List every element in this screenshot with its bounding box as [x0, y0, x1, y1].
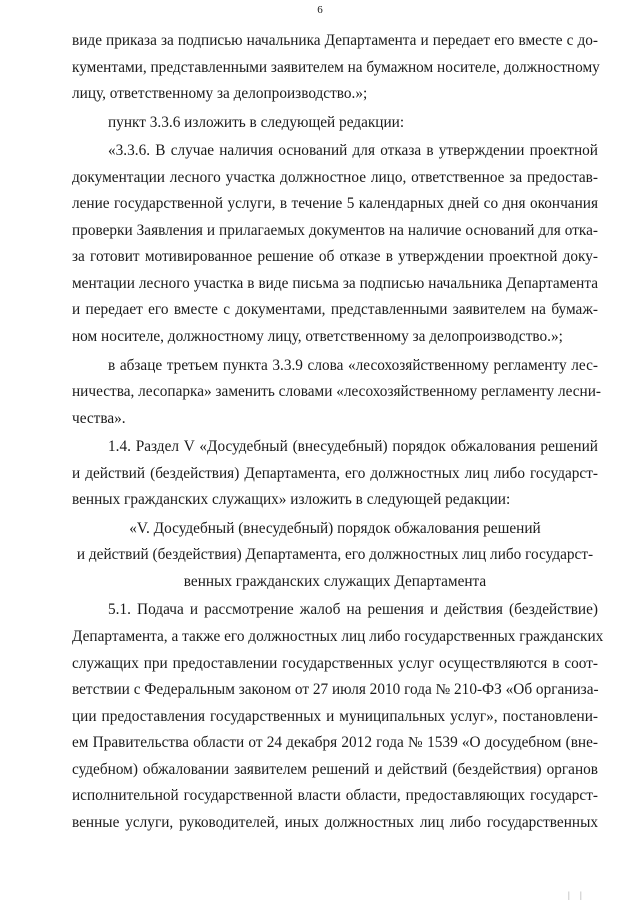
text-line: 1.4. Раздел V «Досудебный (внесудебный) порядок обжалования решений [108, 438, 598, 456]
page-number: 6 [317, 4, 323, 16]
text-line: судебном) обжаловании заявителем решений и действий (бездействия) органов [72, 760, 598, 778]
text-line: ментации лесного участка в виде письма за подписью начальника Департамента [72, 274, 598, 292]
text-line: пункт 3.3.6 изложить в следующей редакции: [108, 113, 405, 131]
document-body [72, 28, 604, 836]
text-line: ление государственной услуги, в течение 5 календарных дней со дня окончания [72, 195, 598, 213]
text-line: «3.3.6. В случае наличия оснований для отказа в утверждении проектной [108, 142, 598, 160]
section-heading-line: и действий (бездействия) Департамента, его должностных лиц либо государст- [76, 546, 594, 564]
text-line: 5.1. Подача и рассмотрение жалоб на решения и действия (бездействие) [108, 601, 598, 619]
text-line: служащих при предоставлении государственных услуг осуществляются в соот- [72, 654, 598, 672]
text-line: ничества, лесопарка» заменить словами «лесохозяйственному регламенту лесни- [72, 383, 602, 401]
section-heading-line: «V. Досудебный (внесудебный) порядок обжалования решений [129, 519, 541, 537]
text-line: ном носителе, должностному лицу, ответственному за делопроизводство.»; [72, 328, 563, 346]
text-line: венных гражданских служащих» изложить в следующей редакции: [72, 491, 511, 509]
text-line: ции предоставления государственных и муниципальных услуг», постановлени- [72, 707, 598, 725]
text-line: проверки Заявления и прилагаемых документов на наличие оснований для отка- [72, 221, 598, 239]
text-line: и передает его вместе с документами, представленными заявителем на бумаж- [72, 301, 598, 319]
text-line: ем Правительства области от 24 декабря 2012 года № 1539 «О досудебном (вне- [72, 734, 598, 752]
text-line: исполнительной государственной власти области, предоставляющих государст- [72, 787, 598, 805]
text-line: в абзаце третьем пункта 3.3.9 слова «лесохозяйственному регламенту лес- [108, 356, 598, 374]
text-line: кументами, представленными заявителем на бумажном носителе, должностному [72, 58, 600, 76]
text-line: ветствии с Федеральным законом от 27 июля 2010 года № 210-ФЗ «Об организа- [72, 681, 599, 699]
text-line: документации лесного участка должностное лицо, ответственное за предостав- [72, 168, 598, 186]
text-line: и действий (бездействия) Департамента, его должностных лиц либо государст- [72, 464, 598, 482]
text-line: чества». [72, 409, 126, 427]
section-heading-line: венных гражданских служащих Департамента [183, 572, 487, 590]
text-line: венные услуги, руководителей, иных должностных лиц либо государственных [72, 813, 598, 831]
text-line: виде приказа за подписью начальника Департамента и передает его вместе с до- [72, 32, 598, 49]
scan-edge-mark: | | [568, 890, 586, 900]
text-line: за готовит мотивированное решение об отказе в утверждении проектной доку- [72, 248, 598, 266]
text-line: лицу, ответственному за делопроизводство.»; [72, 85, 368, 103]
text-line: Департамента, а также его должностных лиц либо государственных гражданских [72, 628, 604, 646]
